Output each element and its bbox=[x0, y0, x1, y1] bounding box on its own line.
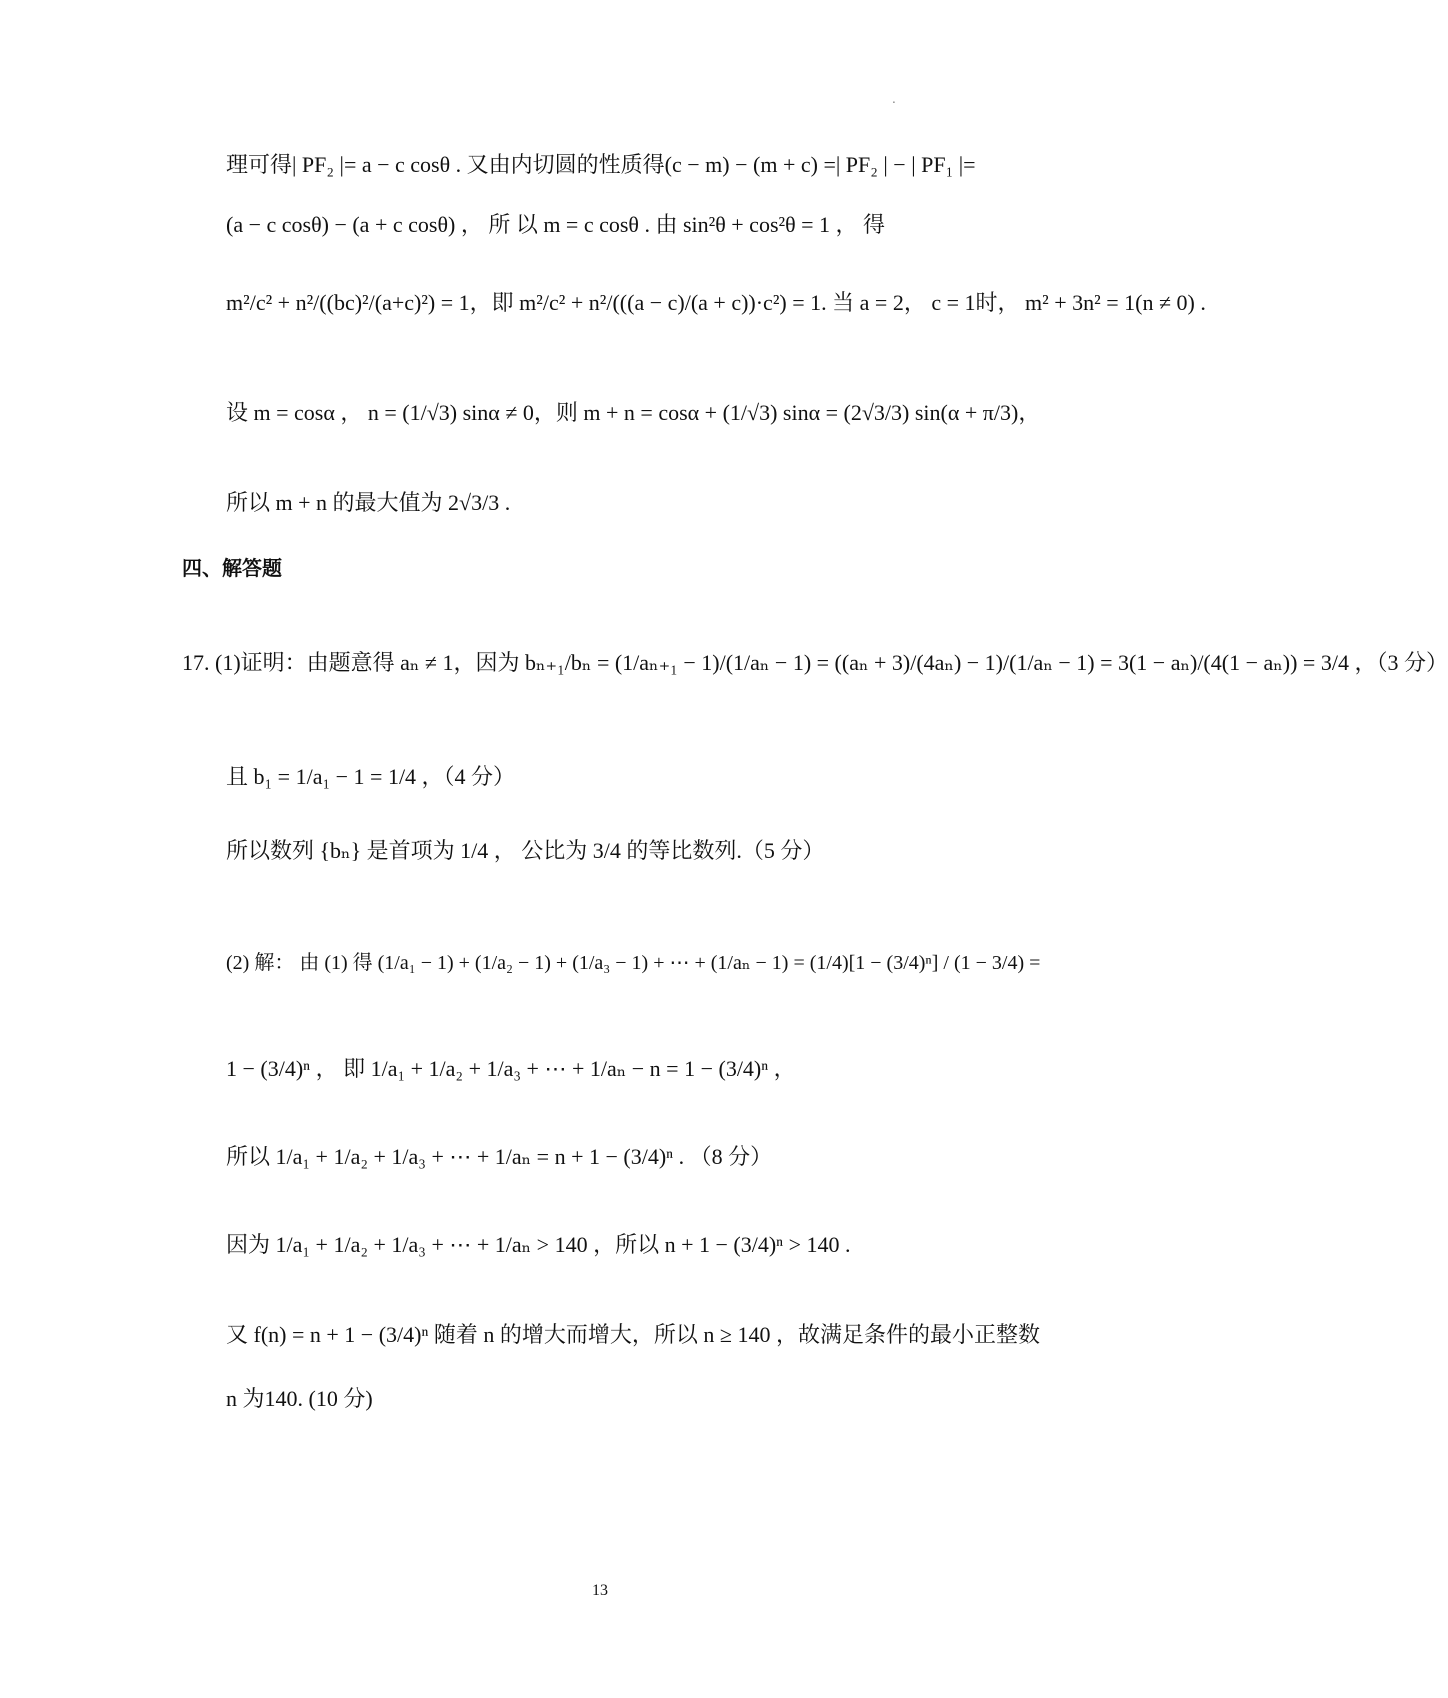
q17-part2-line-2: 1 − (3/4)ⁿ ， 即 1/a₁ + 1/a₂ + 1/a₃ + ⋯ + 1/aₙ − n = 1 − (3/4)ⁿ ， bbox=[226, 1056, 796, 1081]
solution-line-4: 设 m = cosα ， n = (1/√3) sinα ≠ 0，则 m + n = cosα + (1/√3) sinα = (2√3/3) sin(α + π/3)， bbox=[226, 400, 1041, 425]
solution-line-5: 所以 m + n 的最大值为 2√3/3 . bbox=[226, 490, 511, 515]
section-heading: 四、解答题 bbox=[182, 556, 282, 580]
q17-part2-line-3: 所以 1/a₁ + 1/a₂ + 1/a₃ + ⋯ + 1/aₙ = n + 1 − (3/4)ⁿ . （8 分） bbox=[226, 1144, 773, 1169]
q17-part2-line-6: n 为140. (10 分) bbox=[226, 1386, 373, 1411]
q17-part1-line-2: 且 b₁ = 1/a₁ − 1 = 1/4 ，（4 分） bbox=[226, 764, 516, 789]
q17-part2-line-5: 又 f(n) = n + 1 − (3/4)ⁿ 随着 n 的增大而增大，所以 n ≥ 140 ，故满足条件的最小正整数 bbox=[226, 1322, 1040, 1347]
q17-part1-line-3: 所以数列 {bₙ} 是首项为 1/4 ， 公比为 3/4 的等比数列.（5 分） bbox=[226, 838, 825, 863]
solution-line-2: (a − c cosθ) − (a + c cosθ) ， 所 以 m = c cosθ . 由 sin²θ + cos²θ = 1 ， 得 bbox=[226, 212, 886, 237]
solution-line-3: m²/c² + n²/((bc)²/(a+c)²) = 1，即 m²/c² + n²/(((a − c)/(a + c))·c²) = 1. 当 a = 2， c = 1时， m² + 3n² = 1(n ≠ 0) . bbox=[226, 290, 1206, 315]
q17-part2-line-4: 因为 1/a₁ + 1/a₂ + 1/a₃ + ⋯ + 1/aₙ > 140 ，所以 n + 1 − (3/4)ⁿ > 140 . bbox=[226, 1232, 851, 1257]
page-number: 13 bbox=[592, 1582, 608, 1599]
q17-part2-line-1: (2) 解： 由 (1) 得 (1/a₁ − 1) + (1/a₂ − 1) + (1/a₃ − 1) + ⋯ + (1/aₙ − 1) = (1/4)[1 − (3/4)ⁿ] / (1 − 3/4) = bbox=[226, 952, 1041, 974]
corner-mark: . bbox=[892, 92, 896, 106]
solution-line-1: 理可得| PF₂ |= a − c cosθ . 又由内切圆的性质得(c − m) − (m + c) =| PF₂ | − | PF₁ |= bbox=[226, 152, 976, 177]
q17-part1-line-1: 17. (1)证明：由题意得 aₙ ≠ 1，因为 bₙ₊₁/bₙ = (1/aₙ₊₁ − 1)/(1/aₙ − 1) = ((aₙ + 3)/(4aₙ) − 1)/(1/aₙ − 1) = 3(1 − aₙ)/(4(1 − aₙ)) = 3/4 ，（3 分） bbox=[182, 650, 1448, 675]
